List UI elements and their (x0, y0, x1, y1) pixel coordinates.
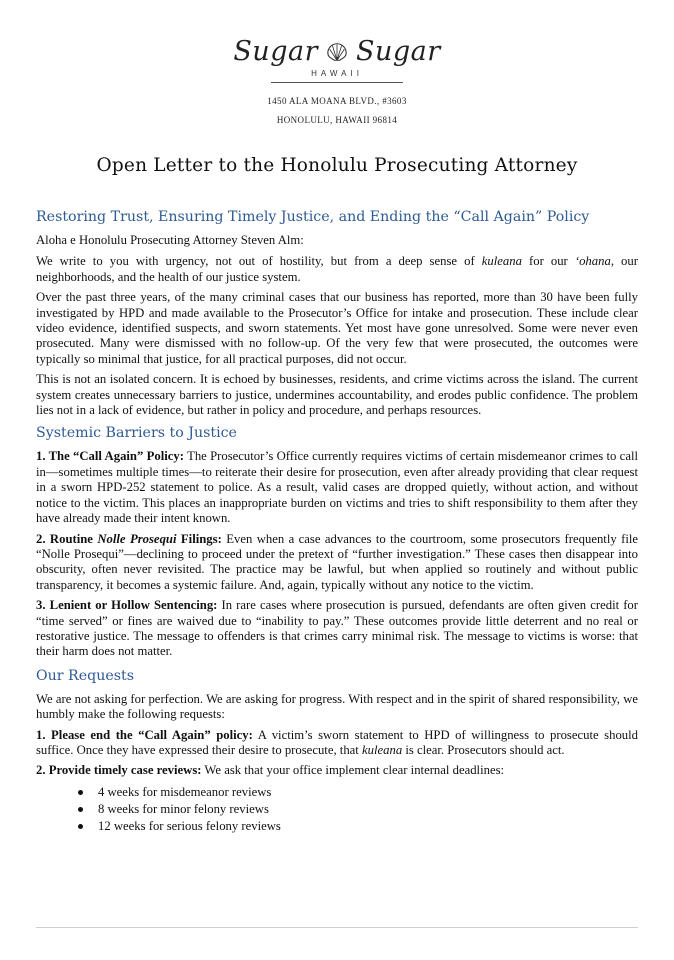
bullet-icon (78, 790, 83, 795)
address-line-2: HONOLULU, HAWAII 96814 (276, 115, 398, 125)
section-heading-systemic-barriers: Systemic Barriers to Justice (36, 425, 237, 442)
section-heading-our-requests: Our Requests (36, 667, 135, 684)
review-deadlines-list (36, 784, 638, 835)
paragraph-concern: This is not an isolated concern. It is echoed by businesses, residents, and crime victims across the island. The current system creates unnecessary barriers to justice, undermines accountability, and erodes public confidence. The problem lies not in a lack of evidence, but rather in policy and procedure, and perhaps resources. (36, 372, 638, 418)
requests-intro: We are not asking for perfection. We are asking for progress. With respect and in the spirit of shared responsibility, we humbly make the following requests: (36, 691, 638, 722)
paragraph-urgency: We write to you with urgency, not out of hostility, but from a deep sense of kuleana for our ʻohana, our neighborhoods, and the health of our justice system. (36, 254, 638, 284)
list-item: 4 weeks for misdemeanor reviews (74, 784, 638, 801)
request-end-call-again: 1. Please end the “Call Again” policy: A victim’s sworn statement to HPD of willingness to prosecute should suffice. Once they have expressed their desire to prosecute, that kuleana is clear. Prosecutors should act. (36, 727, 638, 757)
logo (0, 36, 674, 68)
address-line-1: 1450 ALA MOANA BLVD., #3603 (267, 96, 407, 106)
seashell-icon (326, 41, 348, 63)
letter-title: Open Letter to the Honolulu Prosecuting Attorney (96, 155, 578, 176)
request-timely-reviews: 2. Provide timely case reviews: We ask that your office implement clear internal deadlines: (36, 763, 505, 778)
ohana-term: ʻohana (574, 254, 611, 269)
logo-word-left: Sugar (233, 36, 318, 67)
greeting: Aloha e Honolulu Prosecuting Attorney Steven Alm: (36, 233, 304, 247)
section-heading-restoring-trust: Restoring Trust, Ensuring Timely Justice, and Ending the “Call Again” Policy (36, 209, 590, 225)
kuleana-term: kuleana (481, 254, 522, 269)
barrier-nolle-prosequi: 2. Routine Nolle Prosequi Filings: Even when a case advances to the courtroom, some prosecutors frequently file “Nolle Prosequi”—declining to proceed under the pretext of “further investigation.” These cases then disappear into obscurity, often never revisited. The practice may be lawful, but when applied so routinely and without public transparency, it becomes a systemic failure. And, again, typically without any notice to the victim. (36, 531, 639, 592)
bullet-icon (78, 824, 83, 829)
paragraph-cases: Over the past three years, of the many criminal cases that our business has reported, more than 30 have been fully investigated by HPD and made available to the Prosecutor’s Office for intake and prosecution. These include clear video evidence, identified suspects, and sworn statements. Yet most have gone unresolved. Some were never even prosecuted. Many were dismissed with no follow-up. Of the very few that were prosecuted, the outcomes were typically so minimal that justice, for all practical purposes, did not occur. (36, 290, 638, 366)
letterhead (0, 36, 674, 125)
list-item: 12 weeks for serious felony reviews (74, 818, 638, 835)
logo-word-right: Sugar (356, 36, 441, 67)
logo-divider (271, 82, 403, 83)
bullet-icon (78, 807, 83, 812)
letter-body (36, 208, 638, 835)
logo-subtitle: HAWAII (311, 69, 363, 78)
page-divider (36, 927, 638, 928)
list-item: 8 weeks for minor felony reviews (74, 801, 638, 818)
barrier-call-again: 1. The “Call Again” Policy: The Prosecutor’s Office currently requires victims of certain misdemeanor crimes to call in—sometimes multiple times—to reiterate their desire for prosecution, even after already providing that clear request in a sworn HPD-252 statement to police. As a result, valid cases are dropped quietly, without action, and without notice to the victim. This places an inappropriate burden on victims and tries to shift responsibility to them after they have already made their intent known. (36, 449, 638, 526)
barrier-sentencing: 3. Lenient or Hollow Sentencing: In rare cases where prosecution is pursued, defendants are often given credit for “time served” or fines are waived due to “inability to pay.” These outcomes provide little deterrent and no real or restorative justice. The message to offenders is that crimes carry minimal risk. The message to victims is worse: that their harm does not matter. (36, 598, 638, 659)
